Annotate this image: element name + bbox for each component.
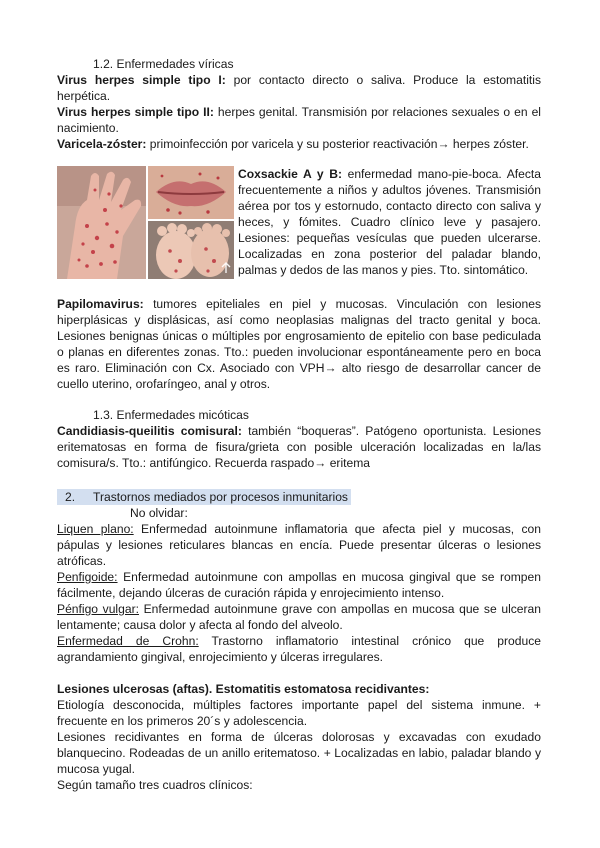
term-varicela: Varicela-zóster: (57, 137, 147, 151)
term-papilomavirus: Papilomavirus: (57, 297, 144, 311)
heading-viricas: 1.2. Enfermedades víricas (93, 57, 234, 71)
para-hsv1 (57, 72, 541, 104)
heading-ulcerosas (57, 681, 541, 697)
hand-lesions-photo (57, 166, 146, 279)
para-penfigoide (57, 569, 541, 601)
text-crohn: Trastorno inflamatorio intestinal crónico que produce agrandamiento gingival, enrojecimiento y úlceras irregulares. (57, 634, 542, 664)
section-papilomavirus (57, 296, 541, 392)
para-lesiones-recidivantes: Lesiones recidivantes en forma de úlceras dolorosas y excavadas con exudado blanquecino. Rodeadas de un anillo eritematoso. + Localizadas en labio, paladar blando y mucosa yugal. (57, 730, 541, 776)
section-viricas (57, 56, 541, 152)
heading-ulcerosas-text: Lesiones ulcerosas (aftas). Estomatitis estomatosa recidivantes: (57, 682, 430, 696)
para-penfigo (57, 601, 541, 633)
term-penfigo: Pénfigo vulgar: (57, 602, 139, 616)
term-candidiasis: Candidiasis-queilitis comisural: (57, 424, 242, 438)
para-liquen (57, 521, 541, 569)
text-varicela: primoinfección por varicela y su posterior reactivación→ herpes zóster. (146, 137, 529, 151)
text-hsv2: herpes genital. Transmisión por relaciones sexuales o en el nacimiento. (57, 105, 541, 135)
coxsackie-photo-collage (57, 166, 234, 279)
heading-text: Trastornos mediados por procesos inmunitarios (93, 490, 348, 504)
term-liquen: Liquen plano: (57, 522, 134, 536)
text-hsv1: por contacto directo o saliva. Produce la estomatitis herpética. (57, 73, 541, 103)
section-ulcerosas (57, 681, 541, 793)
lips-lesions-photo (148, 166, 234, 219)
term-hsv1: Virus herpes simple tipo I: (57, 73, 226, 87)
text-penfigo: Enfermedad autoinmune grave con ampollas en mucosa que se ulceran lentamente; causa dolor y afecta al fondo del alveolo. (57, 602, 542, 632)
section-micoticas (57, 407, 541, 471)
heading-micoticas: 1.3. Enfermedades micóticas (93, 408, 249, 422)
term-coxsackie: Coxsackie A y B: (238, 167, 342, 181)
text-papilomavirus: tumores epiteliales en piel y mucosas. Vinculación con lesiones hiperplásicas y displásicas, así como neoplasias malignas del tracto genital y boca. Lesiones benignas únicas o múltiples por engrosamiento de epitelio con base pediculada o planas en diferentes zonas. Tto.: pueden involucionar espontáneamente pero en boca es raro. Eliminación con Cx. Asociado con VPH→ alto riesgo de desarrollar cancer de cuello uterino, orofaríngeo, anal y otros. (57, 297, 541, 391)
para-hsv2 (57, 104, 541, 136)
highlighted-heading (57, 489, 351, 505)
para-papilomavirus (57, 296, 541, 392)
para-crohn (57, 633, 541, 665)
para-varicela (57, 136, 541, 152)
term-crohn: Enfermedad de Crohn: (57, 634, 199, 648)
para-etiologia: Etiología desconocida, múltiples factores importante papel del sistema inmune. + frecuente en los primeros 20´s y adolescencia. (57, 698, 541, 728)
term-hsv2: Virus herpes simple tipo II: (57, 105, 214, 119)
heading-inmunitarios (57, 489, 351, 505)
no-olvidar-label: No olvidar: (130, 506, 188, 520)
feet-lesions-photo (148, 221, 234, 279)
para-coxsackie (238, 166, 541, 278)
para-cuadros-clinicos: Según tamaño tres cuadros clínicos: (57, 778, 253, 792)
para-candidiasis (57, 423, 541, 471)
text-liquen: Enfermedad autoinmune inflamatoria que afecta piel y mucosas, con pápulas y lesiones reticulares blancas en encía. Puede presentar úlceras o lesiones atróficas. (57, 522, 541, 568)
heading-number: 2. (65, 490, 76, 504)
text-coxsackie: enfermedad mano-pie-boca. Afecta frecuentemente a niños y adultos jóvenes. Transmisión aérea por tos y estornudo, contacto directo con saliva y heces, y fómites. Cuadro clínico leve y pasajero. Lesiones: pequeñas vesículas que pueden ulcerarse. Localizadas en zona posterior del paladar blando, palmas y dedos de las manos y pies. Tto. sintomático. (238, 167, 541, 277)
term-penfigoide: Penfigoide: (57, 570, 118, 584)
text-penfigoide: Enfermedad autoinmune con ampollas en mucosa gingival que se rompen fácilmente, dejando úlceras de curación rápida y enrojecimiento intenso. (57, 570, 541, 600)
text-candidiasis: también “boqueras”. Patógeno oportunista. Lesiones eritematosas en forma de fisura/grieta con posible ulceración localizadas en la/las comisura/s. Tto.: antifúngico. Recuerda raspado→ eritema (57, 424, 542, 470)
section-inmunitarios (57, 505, 541, 665)
